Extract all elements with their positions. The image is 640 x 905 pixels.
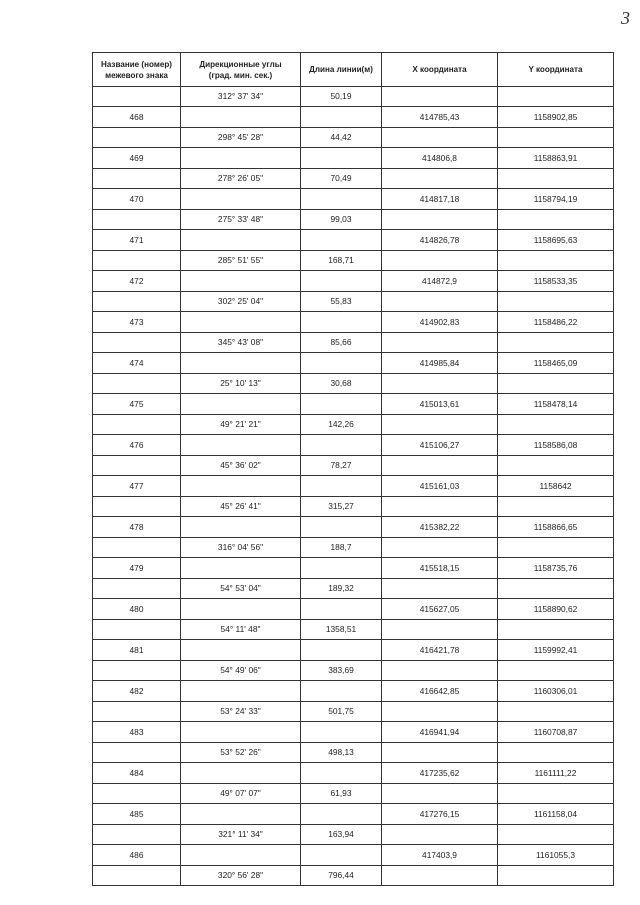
cell-mark-name: 474	[93, 352, 181, 373]
cell-line-length: 168,71	[301, 250, 382, 270]
cell-line-length	[301, 311, 382, 332]
cell-y-coordinate: 1159992,41	[498, 639, 614, 660]
coordinates-table	[92, 52, 614, 886]
table-row	[93, 619, 614, 639]
header-y-coordinate: Y координата	[498, 53, 614, 87]
cell-direction-angle	[181, 434, 301, 455]
table-row	[93, 803, 614, 824]
cell-x-coordinate	[382, 824, 498, 844]
cell-mark-name: 481	[93, 639, 181, 660]
table-row	[93, 106, 614, 127]
cell-x-coordinate	[382, 250, 498, 270]
table-row	[93, 865, 614, 885]
cell-x-coordinate: 417235,62	[382, 762, 498, 783]
cell-x-coordinate: 415627,05	[382, 598, 498, 619]
cell-x-coordinate: 416421,78	[382, 639, 498, 660]
table-row	[93, 270, 614, 291]
cell-direction-angle	[181, 516, 301, 537]
cell-x-coordinate	[382, 660, 498, 680]
cell-x-coordinate	[382, 496, 498, 516]
cell-line-length: 315,27	[301, 496, 382, 516]
cell-direction-angle: 53° 24' 33"	[181, 701, 301, 721]
cell-line-length: 142,26	[301, 414, 382, 434]
cell-line-length	[301, 147, 382, 168]
table-row	[93, 844, 614, 865]
cell-mark-name: 480	[93, 598, 181, 619]
cell-direction-angle: 54° 53' 04"	[181, 578, 301, 598]
cell-mark-name: 477	[93, 475, 181, 496]
table-row	[93, 373, 614, 393]
table-row	[93, 701, 614, 721]
cell-mark-name	[93, 414, 181, 434]
table-row	[93, 229, 614, 250]
cell-direction-angle	[181, 557, 301, 578]
cell-y-coordinate	[498, 87, 614, 107]
cell-line-length	[301, 352, 382, 373]
cell-line-length: 501,75	[301, 701, 382, 721]
cell-y-coordinate: 1158890,62	[498, 598, 614, 619]
table-row	[93, 87, 614, 107]
cell-x-coordinate: 415013,61	[382, 393, 498, 414]
cell-y-coordinate: 1158794,19	[498, 188, 614, 209]
cell-x-coordinate: 416941,94	[382, 721, 498, 742]
cell-x-coordinate	[382, 87, 498, 107]
cell-direction-angle	[181, 393, 301, 414]
cell-x-coordinate	[382, 865, 498, 885]
cell-x-coordinate	[382, 168, 498, 188]
cell-mark-name: 468	[93, 106, 181, 127]
cell-mark-name: 476	[93, 434, 181, 455]
table-row	[93, 762, 614, 783]
cell-direction-angle: 302° 25' 04"	[181, 291, 301, 311]
table-row	[93, 332, 614, 352]
table-row	[93, 557, 614, 578]
cell-mark-name: 475	[93, 393, 181, 414]
cell-line-length: 1358,51	[301, 619, 382, 639]
page-number: 3	[621, 8, 630, 28]
cell-direction-angle	[181, 598, 301, 619]
cell-y-coordinate	[498, 250, 614, 270]
cell-mark-name	[93, 455, 181, 475]
cell-mark-name	[93, 332, 181, 352]
cell-direction-angle: 321° 11' 34"	[181, 824, 301, 844]
cell-mark-name: 486	[93, 844, 181, 865]
table-body	[93, 87, 614, 886]
cell-line-length: 99,03	[301, 209, 382, 229]
cell-direction-angle	[181, 229, 301, 250]
cell-direction-angle	[181, 844, 301, 865]
cell-line-length	[301, 229, 382, 250]
cell-mark-name	[93, 209, 181, 229]
cell-y-coordinate: 1158465,09	[498, 352, 614, 373]
cell-direction-angle: 285° 51' 55"	[181, 250, 301, 270]
table-row	[93, 168, 614, 188]
table-row	[93, 496, 614, 516]
cell-x-coordinate	[382, 537, 498, 557]
cell-x-coordinate: 415161,03	[382, 475, 498, 496]
cell-y-coordinate: 1158866,65	[498, 516, 614, 537]
cell-line-length: 498,13	[301, 742, 382, 762]
cell-y-coordinate: 1158863,91	[498, 147, 614, 168]
cell-line-length: 383,69	[301, 660, 382, 680]
table-row	[93, 783, 614, 803]
cell-x-coordinate: 414985,84	[382, 352, 498, 373]
table-row	[93, 639, 614, 660]
cell-mark-name: 478	[93, 516, 181, 537]
cell-y-coordinate	[498, 332, 614, 352]
cell-line-length: 55,83	[301, 291, 382, 311]
table-row	[93, 516, 614, 537]
cell-line-length	[301, 475, 382, 496]
header-line-length: Длина линии(м)	[301, 53, 382, 87]
cell-mark-name	[93, 824, 181, 844]
cell-mark-name	[93, 742, 181, 762]
cell-y-coordinate: 1158486,22	[498, 311, 614, 332]
cell-y-coordinate: 1158735,76	[498, 557, 614, 578]
table-row	[93, 578, 614, 598]
cell-y-coordinate	[498, 291, 614, 311]
cell-mark-name	[93, 250, 181, 270]
cell-direction-angle: 53° 52' 26"	[181, 742, 301, 762]
cell-y-coordinate: 1160306,01	[498, 680, 614, 701]
cell-mark-name: 471	[93, 229, 181, 250]
cell-x-coordinate: 414785,43	[382, 106, 498, 127]
cell-y-coordinate	[498, 783, 614, 803]
cell-mark-name: 484	[93, 762, 181, 783]
cell-x-coordinate: 415106,27	[382, 434, 498, 455]
cell-line-length	[301, 762, 382, 783]
cell-direction-angle: 45° 36' 02"	[181, 455, 301, 475]
cell-direction-angle	[181, 352, 301, 373]
cell-y-coordinate: 1158902,85	[498, 106, 614, 127]
cell-x-coordinate: 417403,9	[382, 844, 498, 865]
cell-direction-angle: 45° 26' 41"	[181, 496, 301, 516]
cell-y-coordinate: 1160708,87	[498, 721, 614, 742]
table-header-row	[93, 53, 614, 87]
cell-mark-name	[93, 373, 181, 393]
header-x-coordinate: X координата	[382, 53, 498, 87]
cell-y-coordinate	[498, 168, 614, 188]
cell-mark-name	[93, 783, 181, 803]
cell-x-coordinate: 414817,18	[382, 188, 498, 209]
cell-line-length: 78,27	[301, 455, 382, 475]
cell-line-length	[301, 393, 382, 414]
cell-line-length	[301, 516, 382, 537]
cell-y-coordinate: 1158533,35	[498, 270, 614, 291]
cell-mark-name	[93, 619, 181, 639]
cell-direction-angle	[181, 270, 301, 291]
cell-line-length: 163,94	[301, 824, 382, 844]
cell-direction-angle	[181, 762, 301, 783]
cell-x-coordinate: 416642,85	[382, 680, 498, 701]
cell-x-coordinate	[382, 373, 498, 393]
cell-y-coordinate	[498, 660, 614, 680]
cell-y-coordinate	[498, 496, 614, 516]
cell-direction-angle	[181, 803, 301, 824]
table-row	[93, 660, 614, 680]
cell-x-coordinate	[382, 783, 498, 803]
cell-direction-angle	[181, 106, 301, 127]
cell-x-coordinate	[382, 701, 498, 721]
cell-mark-name: 470	[93, 188, 181, 209]
cell-y-coordinate	[498, 209, 614, 229]
cell-y-coordinate: 1158478,14	[498, 393, 614, 414]
cell-line-length: 61,93	[301, 783, 382, 803]
cell-y-coordinate	[498, 537, 614, 557]
cell-line-length	[301, 188, 382, 209]
cell-direction-angle	[181, 475, 301, 496]
cell-x-coordinate: 417276,15	[382, 803, 498, 824]
cell-y-coordinate	[498, 414, 614, 434]
cell-x-coordinate	[382, 127, 498, 147]
cell-x-coordinate	[382, 578, 498, 598]
cell-line-length: 85,66	[301, 332, 382, 352]
cell-direction-angle: 316° 04' 56"	[181, 537, 301, 557]
table-row	[93, 434, 614, 455]
table-row	[93, 824, 614, 844]
table-row	[93, 742, 614, 762]
cell-direction-angle: 320° 56' 28"	[181, 865, 301, 885]
cell-direction-angle: 49° 07' 07"	[181, 783, 301, 803]
cell-direction-angle	[181, 680, 301, 701]
table-row	[93, 414, 614, 434]
cell-y-coordinate	[498, 742, 614, 762]
cell-x-coordinate: 414806,8	[382, 147, 498, 168]
cell-line-length: 189,32	[301, 578, 382, 598]
cell-x-coordinate: 414902,83	[382, 311, 498, 332]
table-row	[93, 680, 614, 701]
cell-y-coordinate: 1158586,08	[498, 434, 614, 455]
cell-mark-name: 472	[93, 270, 181, 291]
cell-x-coordinate: 414826,78	[382, 229, 498, 250]
cell-mark-name	[93, 537, 181, 557]
cell-x-coordinate	[382, 455, 498, 475]
cell-line-length	[301, 598, 382, 619]
cell-direction-angle: 275° 33' 48"	[181, 209, 301, 229]
cell-line-length	[301, 270, 382, 291]
header-direction-angle: Дирекционные углы (град. мин. сек.)	[181, 53, 301, 87]
header-mark-name: Название (номер) межевого знака	[93, 53, 181, 87]
cell-direction-angle	[181, 639, 301, 660]
table-row	[93, 393, 614, 414]
cell-y-coordinate	[498, 701, 614, 721]
cell-direction-angle: 312° 37' 34"	[181, 87, 301, 107]
cell-x-coordinate	[382, 414, 498, 434]
cell-mark-name: 483	[93, 721, 181, 742]
cell-y-coordinate: 1158642	[498, 475, 614, 496]
cell-y-coordinate	[498, 824, 614, 844]
table-row	[93, 475, 614, 496]
cell-mark-name	[93, 701, 181, 721]
cell-x-coordinate: 415382,22	[382, 516, 498, 537]
cell-line-length	[301, 844, 382, 865]
cell-direction-angle	[181, 721, 301, 742]
cell-y-coordinate	[498, 619, 614, 639]
table-row	[93, 127, 614, 147]
cell-mark-name	[93, 127, 181, 147]
cell-direction-angle: 25° 10' 13"	[181, 373, 301, 393]
cell-line-length	[301, 557, 382, 578]
cell-mark-name: 485	[93, 803, 181, 824]
table-row	[93, 537, 614, 557]
cell-direction-angle: 54° 11' 48"	[181, 619, 301, 639]
cell-direction-angle: 49° 21' 21"	[181, 414, 301, 434]
cell-y-coordinate	[498, 127, 614, 147]
cell-y-coordinate	[498, 578, 614, 598]
cell-x-coordinate	[382, 291, 498, 311]
table-row	[93, 311, 614, 332]
cell-direction-angle	[181, 311, 301, 332]
cell-direction-angle: 298° 45' 28"	[181, 127, 301, 147]
cell-y-coordinate	[498, 455, 614, 475]
cell-y-coordinate: 1161158,04	[498, 803, 614, 824]
cell-line-length	[301, 803, 382, 824]
cell-line-length: 50,19	[301, 87, 382, 107]
cell-mark-name	[93, 578, 181, 598]
cell-mark-name	[93, 865, 181, 885]
cell-mark-name	[93, 496, 181, 516]
table-row	[93, 291, 614, 311]
cell-line-length: 30,68	[301, 373, 382, 393]
cell-mark-name	[93, 168, 181, 188]
cell-mark-name: 469	[93, 147, 181, 168]
cell-y-coordinate: 1161055,3	[498, 844, 614, 865]
cell-direction-angle: 278° 26' 05"	[181, 168, 301, 188]
cell-y-coordinate: 1158695,63	[498, 229, 614, 250]
cell-direction-angle: 345° 43' 08"	[181, 332, 301, 352]
cell-line-length: 70,49	[301, 168, 382, 188]
cell-x-coordinate	[382, 619, 498, 639]
cell-mark-name	[93, 291, 181, 311]
cell-x-coordinate	[382, 209, 498, 229]
cell-line-length: 44,42	[301, 127, 382, 147]
cell-mark-name: 482	[93, 680, 181, 701]
cell-line-length	[301, 721, 382, 742]
cell-mark-name: 473	[93, 311, 181, 332]
cell-line-length: 796,44	[301, 865, 382, 885]
cell-x-coordinate	[382, 742, 498, 762]
table-row	[93, 250, 614, 270]
cell-y-coordinate	[498, 373, 614, 393]
cell-x-coordinate: 415518,15	[382, 557, 498, 578]
cell-direction-angle: 54° 49' 06"	[181, 660, 301, 680]
cell-mark-name: 479	[93, 557, 181, 578]
cell-mark-name	[93, 87, 181, 107]
table-row	[93, 598, 614, 619]
cell-y-coordinate	[498, 865, 614, 885]
table-row	[93, 352, 614, 373]
cell-line-length	[301, 680, 382, 701]
cell-y-coordinate: 1161111,22	[498, 762, 614, 783]
table-row	[93, 209, 614, 229]
cell-direction-angle	[181, 147, 301, 168]
cell-line-length: 188,7	[301, 537, 382, 557]
cell-line-length	[301, 639, 382, 660]
cell-x-coordinate	[382, 332, 498, 352]
cell-mark-name	[93, 660, 181, 680]
table-row	[93, 188, 614, 209]
table-row	[93, 147, 614, 168]
table-row	[93, 455, 614, 475]
cell-x-coordinate: 414872,9	[382, 270, 498, 291]
cell-line-length	[301, 106, 382, 127]
cell-line-length	[301, 434, 382, 455]
table-row	[93, 721, 614, 742]
cell-direction-angle	[181, 188, 301, 209]
